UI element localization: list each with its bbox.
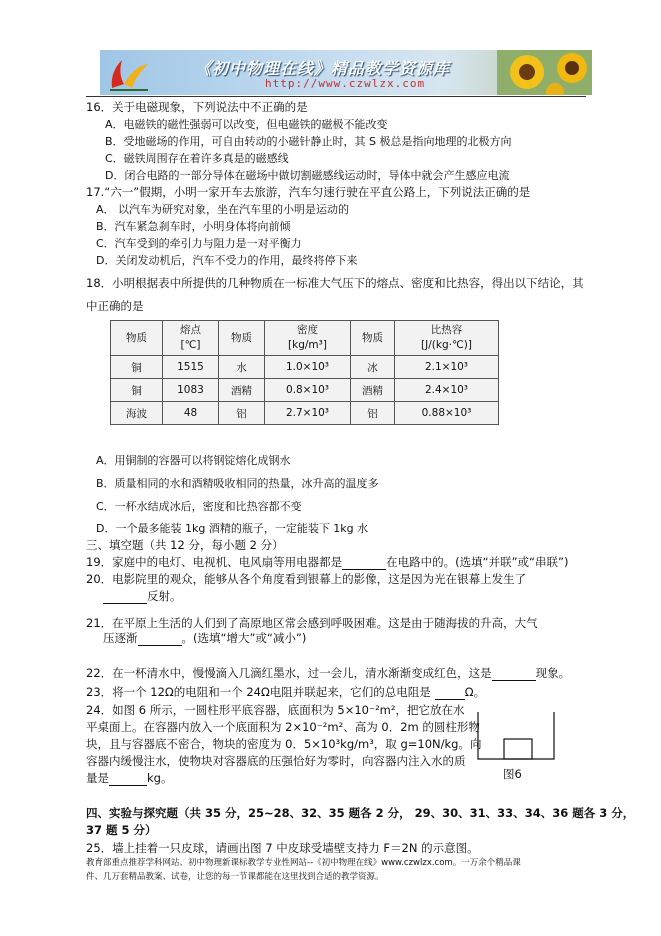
- sunflower-image-icon: [497, 50, 592, 95]
- q17-option-c: C．汽车受到的牵引力与阻力是一对平衡力: [96, 237, 302, 250]
- header-divider: [86, 96, 586, 97]
- table-header: 物质: [111, 321, 163, 356]
- q21-answer-blank[interactable]: [138, 631, 182, 646]
- q21-text: 压逐渐: [103, 631, 138, 645]
- table-cell: 0.8×10³: [265, 379, 351, 402]
- table-header: 物质: [351, 321, 395, 356]
- footer-line2: 件、几万套精品教案、试卷，让您的每一节课都能在这里找到合适的教学资源。: [86, 872, 384, 882]
- q24-line1: 24．如图 6 所示，一圆柱形平底容器，底面积为 5×10⁻²m²，把它放在水: [86, 703, 465, 717]
- table-cell: 铜: [111, 379, 163, 402]
- table-cell: 铝: [351, 402, 395, 425]
- q18-option-a: A．用铜制的容器可以将钢锭熔化成钢水: [96, 454, 291, 467]
- q19-answer-blank[interactable]: [342, 555, 386, 570]
- q17-option-a: A． 以汽车为研究对象，坐在汽车里的小明是运动的: [96, 203, 350, 216]
- q23-answer-blank[interactable]: [435, 685, 465, 700]
- q22-answer-blank[interactable]: [492, 666, 536, 681]
- figure-6-label: 图6: [503, 767, 522, 781]
- q18-stem-line1: 18．小明根据表中所提供的几种物质在一标准大气压下的熔点、密度和比热容，得出以下结论，其: [86, 276, 584, 290]
- table-cell: 2.7×10³: [265, 402, 351, 425]
- table-cell: 酒精: [219, 379, 265, 402]
- figure-6-container-diagram: [474, 712, 558, 762]
- container-outline: [478, 712, 554, 759]
- q16-option-d: D．闭合电路的一部分导体在磁场中做切割磁感线运动时，导体中就会产生感应电流: [105, 169, 510, 182]
- table-header: 熔点 [℃]: [163, 321, 219, 356]
- q24-line4: 容器内缓慢注水，使物块对容器底的压强恰好为零时，向容器内注入水的质: [86, 754, 466, 768]
- q24-answer-blank[interactable]: [109, 771, 147, 786]
- table-cell: 铜: [111, 356, 163, 379]
- banner-title: 《初中物理在线》精品教学资源库: [195, 59, 451, 78]
- table-header: 比热容 [J/(kg·℃)]: [395, 321, 499, 356]
- q16-stem: 16．关于电磁现象，下列说法中不正确的是: [86, 100, 308, 114]
- q23: [86, 684, 485, 700]
- cylinder-block: [504, 739, 532, 759]
- header-banner: [100, 50, 592, 95]
- q19-text: 19．家庭中的电灯、电视机、电风扇等用电器都是: [86, 555, 343, 569]
- table-cell: 铝: [219, 402, 265, 425]
- q17-option-b: B．汽车紧急刹车时，小明身体将向前倾: [96, 220, 291, 233]
- table-cell: 1083: [163, 379, 219, 402]
- q21-line1: 21．在平原上生活的人们到了高原地区常会感到呼吸困难。这是由于随海拔的升高，大气: [86, 616, 538, 630]
- table-cell: 0.88×10³: [395, 402, 499, 425]
- table-header: 物质: [219, 321, 265, 356]
- q20-answer-blank[interactable]: [103, 589, 147, 604]
- q19-text-end: 在电路中的。(选填“并联”或“串联”): [386, 555, 569, 569]
- table-cell: 1.0×10³: [265, 356, 351, 379]
- q21-text-end: 。(选填“增大”或“减小”): [181, 631, 307, 645]
- q25: 25．墙上挂着一只皮球，请画出图 7 中皮球受墙壁支持力 F＝2N 的示意图。: [86, 841, 479, 855]
- q18-stem-line2: 中正确的是: [86, 299, 144, 313]
- table-cell: 酒精: [351, 379, 395, 402]
- table-cell: 48: [163, 402, 219, 425]
- q24-text-end: kg。: [147, 771, 173, 785]
- q22-text-end: 现象。: [535, 666, 571, 680]
- q20-line2: [103, 588, 182, 604]
- table-row: [111, 379, 499, 402]
- q21-line2: [103, 630, 306, 646]
- table-header: 密度 [kg/m³]: [265, 321, 351, 356]
- footer-line1: 教育部重点推荐学科网站、初中物理新课标教学专业性网站--《初中物理在线》www.czwlzx.com。一万余个精品课: [86, 858, 521, 868]
- q19: [86, 554, 568, 570]
- q22: [86, 665, 570, 681]
- q24-line3: 块，且与容器底不密合，物块的密度为 0．5×10³kg/m³，取 g=10N/kg。向: [86, 737, 482, 751]
- properties-table: [110, 320, 499, 425]
- q18-option-b: B．质量相同的水和酒精吸收相同的热量，冰升高的温度多: [96, 477, 379, 490]
- q20-text-end: 反射。: [147, 589, 182, 603]
- q23-text-end: Ω。: [464, 685, 486, 699]
- q24-line5: [86, 770, 172, 786]
- q16-option-a: A．电磁铁的磁性强弱可以改变，但电磁铁的磁极不能改变: [105, 118, 388, 131]
- table-cell: 冰: [351, 356, 395, 379]
- q20-line1: 20．电影院里的观众，能够从各个角度看到银幕上的影像，这是因为光在银幕上发生了: [86, 572, 527, 586]
- table-row: [111, 402, 499, 425]
- table-cell: 2.4×10³: [395, 379, 499, 402]
- q16-option-b: B．受地磁场的作用，可自由转动的小磁针静止时，其 S 极总是指向地理的北极方向: [105, 135, 512, 148]
- q24-text: 量是: [86, 771, 109, 785]
- site-logo-icon: [106, 54, 152, 92]
- q23-text: 23．将一个 12Ω的电阻和一个 24Ω电阻并联起来，它们的总电阻是: [86, 685, 431, 699]
- table-cell: 2.1×10³: [395, 356, 499, 379]
- q18-option-d: D．一个最多能装 1kg 酒精的瓶子，一定能装下 1kg 水: [96, 522, 369, 535]
- table-cell: 水: [219, 356, 265, 379]
- q24-line2: 平桌面上。在容器内放入一个底面积为 2×10⁻²m²、高为 0．2m 的圆柱形物: [86, 720, 480, 734]
- table-cell: 1515: [163, 356, 219, 379]
- section-4-heading-line2: 37 题 5 分）: [86, 823, 157, 837]
- table-header-row: [111, 321, 499, 356]
- banner-url[interactable]: http://www.czwlzx.com: [265, 77, 426, 90]
- q17-stem: 17.“六一”假期，小明一家开车去旅游，汽车匀速行驶在平直公路上，下列说法正确的是: [86, 185, 531, 199]
- q18-option-c: C．一杯水结成冰后，密度和比热容都不变: [96, 500, 302, 513]
- q17-option-d: D．关闭发动机后，汽车不受力的作用，最终将停下来: [96, 254, 358, 267]
- q22-text: 22．在一杯清水中，慢慢滴入几滴红墨水，过一会儿，清水渐渐变成红色，这是: [86, 666, 492, 680]
- section-4-heading-line1: 四、实验与探究题（共 35 分，25~28、32、35 题各 2 分， 29、30、31、33、34、36 题各 3 分，: [86, 806, 635, 820]
- table-row: [111, 356, 499, 379]
- section-3-heading: 三、填空题（共 12 分，每小题 2 分）: [86, 538, 284, 552]
- q16-option-c: C．磁铁周围存在着许多真是的磁感线: [105, 152, 289, 165]
- table-cell: 海波: [111, 402, 163, 425]
